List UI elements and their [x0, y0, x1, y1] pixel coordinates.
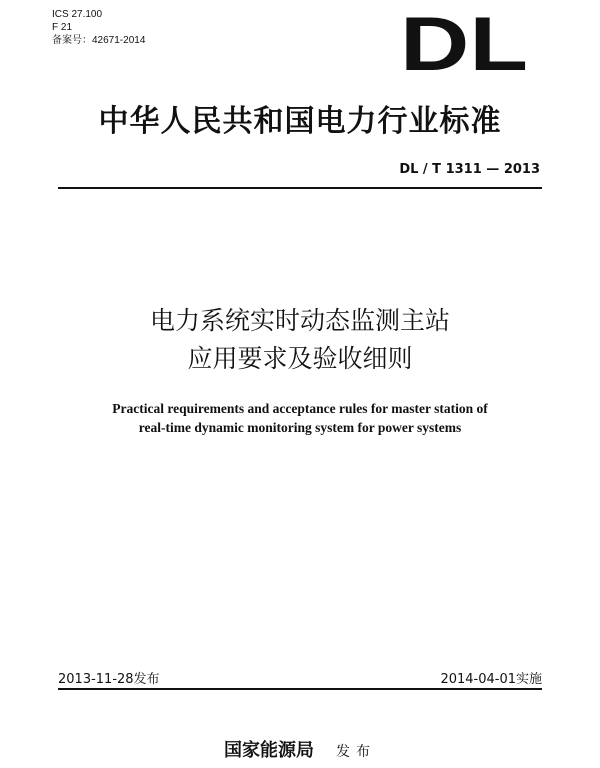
org-title: 中华人民共和国电力行业标准: [98, 104, 502, 139]
publisher-name: 国家能源局: [224, 740, 314, 761]
title-en-line-2: real-time dynamic monitoring system for power systems: [138, 420, 462, 435]
classification-block: [52, 8, 145, 47]
dl-logo-text: DL: [400, 12, 528, 74]
ics-code: ICS 27.100: [52, 9, 103, 20]
publish-action: 发布: [336, 744, 376, 760]
issue-date: 2013-11-28发布: [58, 672, 160, 687]
title-cn-line-1: 电力系统实时动态监测主站: [149, 306, 450, 335]
category-code: F 21: [52, 22, 73, 33]
title-en-line-1: Practical requirements and acceptance rules for master station of: [112, 401, 488, 416]
implementation-date: 2014-04-01实施: [440, 672, 542, 687]
bottom-divider: [58, 688, 542, 690]
top-divider: [58, 187, 542, 189]
dl-logo: [398, 12, 530, 74]
title-cn-line-2: 应用要求及验收细则: [187, 344, 413, 373]
publisher-line: [0, 736, 600, 762]
filing-number: 备案号：42671-2014: [52, 35, 146, 46]
standard-code: DL / T 1311 — 2013: [399, 162, 540, 177]
